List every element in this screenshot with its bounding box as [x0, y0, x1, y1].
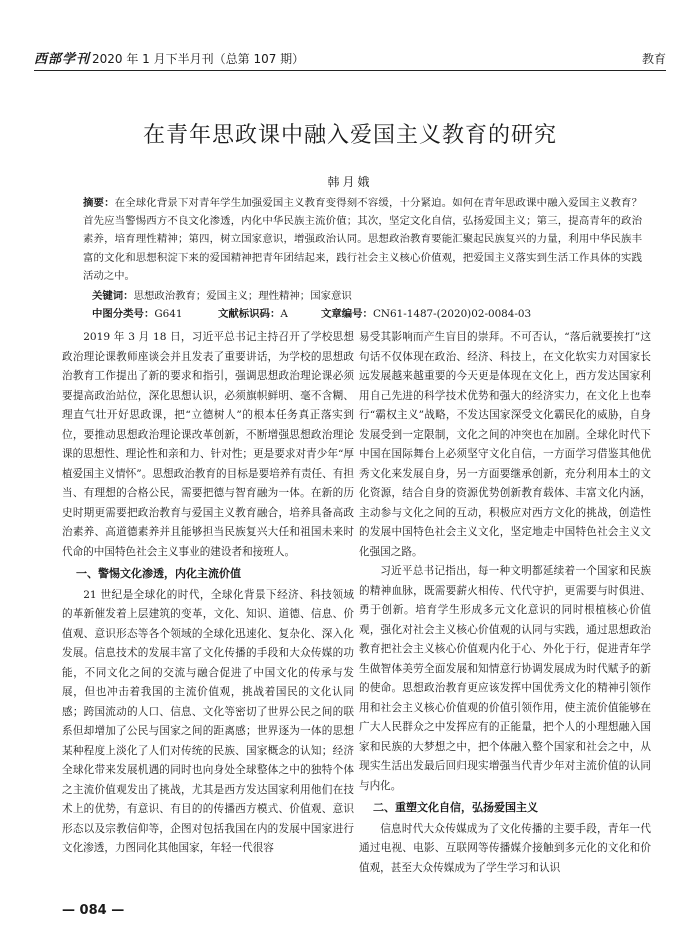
body-paragraph: 2019 年 3 月 18 日，习近平总书记主持召开了学校思想政治理论课教师座谈会并且发表了重要讲话，为学校的思想政治教育工作提出了新的要求和指引，强调思想政治理论课必须要提高政治站位，深化思想认识，必须旗帜鲜明、毫不含糊、理直气壮开好思政课，把“立德树人”的根本任务真正落实到位，要推动思想政治理论课改革创新，不断增强思想政治理论课的思想性、理论性和亲和力、针对性；更是要求对青少年“厚植爱国主义情怀”。思想政治教育的目标是要培养有责任、有担当、有理想的合格公民，需要把德与智育融为一体。在新的历史时期更需要把政治教育与爱国主义教育融合，培养具备高政治素养、高道德素养并且能够担当民族复兴大任和祖国未来时代命的中国特色社会主义事业的建设者和接班人。 — [62, 331, 354, 558]
abstract — [83, 194, 642, 285]
body-paragraph: 21 世纪是全球化的时代，全球化背景下经济、科技领域的革新催发着上层建筑的变革，文化、知识、道德、信息、价值观、意识形态等各个领域的全球化迅速化、复杂化、深入化发展。信息技术的发展丰富了文化传播的手段和大众传媒的功能，不同文化之间的交流与融合促进了中国文化的传承与发展，但也冲击着我国的主流价值观，挑战着国民的文化认同感；跨国流动的人口、信息、文化等密切了世界公民之间的联系但却增加了公民与国家之间的距离感；世界逐为一体的思想某种程度上淡化了人们对传统的民族、国家概念的认知；经济全球化带来发展机遇的同时也向身处全球整体之中的独特个体之主流价值观发出了挑战，尤其是西方发达国家利用他们在技术上的优势，有意识、有目的的传播西方模式、价值观、意识形态以及宗教信仰等，企图对包括我国在内的发展中国家进行文化渗透，力图同化其他国家，年轻一代很容 — [62, 588, 354, 854]
doc-label: 文献标识码： — [218, 308, 281, 320]
keywords-label: 关键词： — [92, 290, 134, 302]
clc-label: 中图分类号： — [92, 308, 155, 320]
section-heading-2: 二、重塑文化自信，弘扬爱国主义 — [373, 801, 538, 814]
clc-value: G641 — [154, 308, 183, 320]
journal-name: 西部学刊 — [34, 52, 91, 67]
body-paragraph: 易受其影响而产生盲目的崇拜。不可否认，“落后就要挨打”这句话不仅体现在政治、经济、科技上，在文化软实力对国家长远发展越来越重要的今天更是体现在文化上，西方发达国家利用自己先进的科学技术优势和强大的经济实力，在文化上也奉行“霸权主义”战略，不发达国家深受文化霸民化的威胁，自身发展受到一定限制，文化之间的冲突也在加剧。全球化时代下中国在国际舞台上必须坚守文化自信，一方面学习借鉴其他优秀文化来发展自身，另一方面要继承创新，充分利用本土的文化资源，结合自身的资源优势创新教育载体、丰富文化内涵，主动参与文化之间的互动，积极应对西方文化的挑战，创造性的发展中国特色社会主义文化，坚定地走中国特色社会主义文化强国之路。 — [359, 331, 651, 558]
page-number: — 084 — — [62, 903, 125, 918]
abstract-label: 摘要： — [83, 197, 115, 209]
article-number-label: 文章编号： — [321, 308, 373, 320]
left-column — [62, 328, 354, 859]
section-name: 教育 — [641, 52, 666, 66]
article-title: 在青年思政课中融入爱国主义教育的研究 — [142, 123, 557, 148]
body-paragraph: 信息时代大众传媒成为了文化传播的主要手段，青年一代通过电视、电影、互联网等传播媒介接触到多元化的文化和价值观，甚至大众传媒成为了学生学习和认识 — [359, 822, 651, 874]
keywords-text: 思想政治教育；爱国主义；理性精神；国家意识 — [133, 290, 352, 302]
body-paragraph: 习近平总书记指出，每一种文明都延续着一个国家和民族的精神血脉，既需要薪火相传、代代守护，更需要与时俱进、勇于创新。培育学生形成多元文化意识的同时根植核心价值观，强化对社会主义核心价值观的认同与实践，通过思想政治教育把社会主义核心价值观内化于心、外化于行，促进青年学生做智体美劳全面发展和知情意行协调发展成为时代赋予的新的使命。思想政治教育更应该发挥中国优秀文化的精神引领作用和社会主义核心价值观的价值引领作用，使主流价值能够在广大人民群众之中发挥应有的正能量，把个人的小理想融入国家和民族的大梦想之中，把个体融入整个国家和社会之中，从现实生活出发最后回归现实增强当代青少年对主流价值的认同与内化。 — [359, 565, 651, 792]
right-column — [359, 328, 651, 878]
article-number — [321, 305, 531, 323]
article-number-value: CN61-1487-(2020)02-0084-03 — [372, 308, 532, 320]
article-author: 韩月娥 — [327, 175, 373, 189]
issue-info: 2020 年 1 月下半月刊（总第 107 期） — [92, 52, 305, 66]
document-code — [218, 305, 321, 323]
classification-info — [92, 305, 642, 323]
clc-number — [92, 305, 218, 323]
abstract-text: 在全球化背景下对青年学生加强爱国主义教育变得刻不容缓，十分紧迫。如何在青年思政课中融入爱国主义教育？首先应当警惕西方不良文化渗透，内化中华民族主流价值；其次，坚定文化自信，弘扬爱国主义；第三，提高青年的政治素养，培育理性精神；第四，树立国家意识，增强政治认同。思想政治教育要能汇聚起民族复兴的力量，利用中华民族丰富的文化和思想积淀下来的爱国精神把青年团结起来，践行社会主义核心价值观，把爱国主义落实到生活工作具体的实践活动之中。 — [83, 197, 643, 282]
keywords — [92, 287, 642, 305]
journal-info — [34, 48, 304, 70]
section-heading-1: 一、警惕文化渗透，内化主流价值 — [76, 567, 241, 580]
doc-value: A — [280, 308, 288, 320]
running-header — [34, 46, 666, 71]
